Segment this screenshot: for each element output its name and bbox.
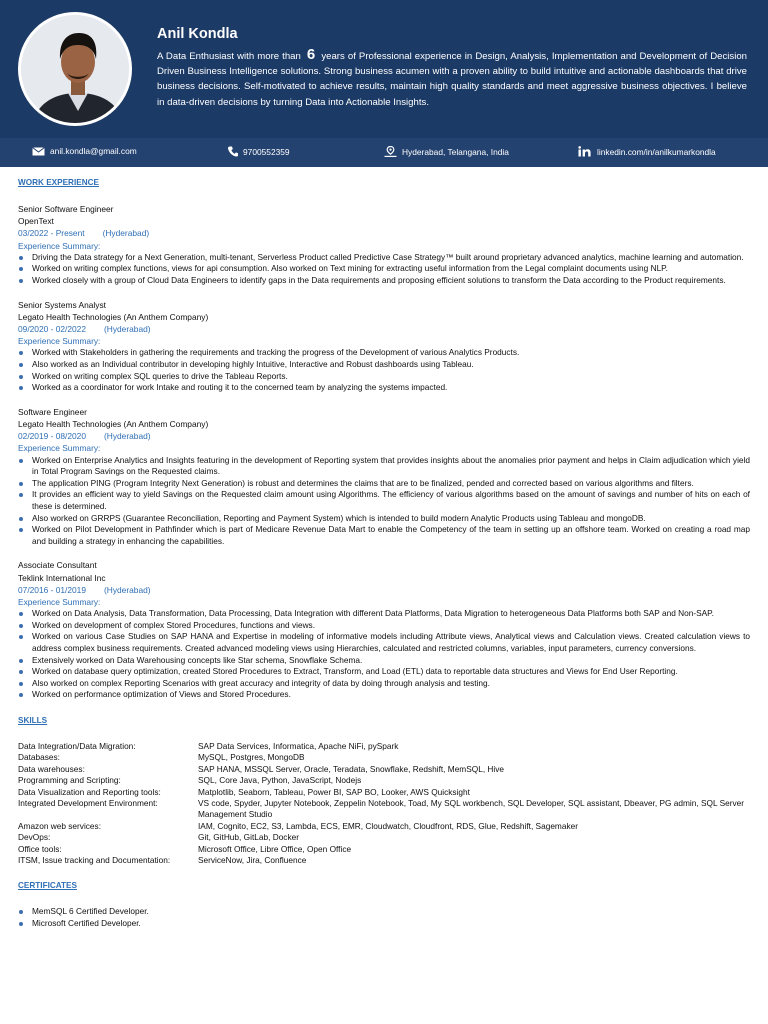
list-item: The application PING (Program Integrity Next Generation) is robust and determines the claims that are to be finalized, pended and corrected based on various algorithms and filters. (18, 478, 750, 490)
list-item: MemSQL 6 Certified Developer. (18, 906, 750, 918)
linkedin-text: linkedin.com/in/anilkumarkondla (597, 146, 716, 157)
job-entry-teklink (18, 559, 750, 701)
job-bullets (18, 608, 750, 701)
job-company: OpenText (18, 216, 54, 227)
job-dates (18, 227, 750, 239)
job-entry-opentext (18, 203, 750, 287)
list-item: Worked on Enterprise Analytics and Insights featuring in the development of Reporting system that provides insights about the anomalies prior payment and helps in Claim adjudication which yield in Total Program Savings on the Requested claims. (18, 455, 750, 478)
skills-table (18, 741, 750, 866)
list-item: Also worked on GRRPS (Guarantee Reconciliation, Reporting and Payment System) which is intended to build modern Analytic Products using Tableau and mongoDB. (18, 513, 750, 525)
job-title: Software Engineer (18, 406, 87, 417)
skill-values: MySQL, Postgres, MongoDB (198, 752, 305, 763)
email-text: anil.kondla@gmail.com (50, 146, 137, 156)
skill-values: Git, GitHub, GitLab, Docker (198, 832, 299, 843)
certificates-heading: CERTIFICATES (18, 881, 77, 891)
skill-category: Data Visualization and Reporting tools: (18, 786, 161, 797)
skill-values: SAP HANA, MSSQL Server, Oracle, Teradata, Snowflake, Redshift, MemSQL, Hive (198, 763, 505, 774)
location-text: Hyderabad, Telangana, India (402, 146, 509, 157)
list-item: Worked on development of complex Stored Procedures, functions and views. (18, 620, 750, 632)
list-item: Worked on writing complex functions, views for api consumption. Also worked on Text mining for extracting useful information from the Legal complaint documents using NLP. (18, 263, 750, 275)
linkedin-icon (578, 146, 592, 157)
job-date-range: 09/2020 - 02/2022 (18, 324, 86, 334)
job-company: Legato Health Technologies (An Anthem Company) (18, 311, 209, 322)
job-bullets (18, 347, 750, 393)
contact-email[interactable] (32, 146, 137, 156)
list-item: Worked on performance optimization of Views and Stored Procedures. (18, 689, 750, 701)
table-row (18, 787, 750, 798)
profile-photo-illustration (21, 15, 132, 126)
phone-text: 9700552359 (243, 146, 290, 157)
job-bullets (18, 252, 750, 287)
list-item: Worked on Pilot Development in Pathfinder which is part of Medicare Revenue Data Mart to enable the Competency of the team in setting up an offshore team. Worked on creating a road map and building a strategy in enhancing the capabilities. (18, 524, 750, 547)
list-item: Worked on various Case Studies on SAP HANA and Expertise in modeling of informative models including Attribute views, Analytical views and Calculation views. Created calculation views to address complex business requirements. Created advanced modeling views using Hierarchies, calculated and restricted columns, variables, input parameters, currency conversions. (18, 631, 750, 654)
location-icon (384, 146, 397, 157)
job-dates (18, 430, 750, 442)
skill-values: SAP Data Services, Informatica, Apache NiFi, pySpark (198, 740, 399, 751)
list-item: Driving the Data strategy for a Next Generation, multi-tenant, Serverless Product called Predictive Case Strategy™ built around proprietary advanced analytics, machine learning and automation. (18, 252, 750, 264)
skill-category: ITSM, Issue tracking and Documentation: (18, 854, 171, 865)
job-date-range: 02/2019 - 08/2020 (18, 431, 86, 442)
mail-icon (32, 147, 45, 156)
job-location: (Hyderabad) (104, 431, 151, 442)
summary-body: years of Professional experience in Design, Analysis, Implementation and Development of Decision Driven Business Intelligence solutions. Strong business acumen with a proven ability to build intuitive and actionable dashboards that drive business decisions. Self-motivated to achieve results, maintain high quality standards and meet aggressive business objectives. I believe in data-driven decisions by turning Data into Actionable Insights. (157, 51, 747, 108)
job-location: (Hyderabad) (102, 228, 150, 239)
certificates-list (18, 906, 750, 929)
list-item: Also worked on complex Reporting Scenarios with great accuracy and integrity of data by doing through analysis and testing. (18, 678, 750, 690)
list-item: It provides an efficient way to yield Savings on the Requested claim amount using Algorithms. The efficiency of various algorithms based on the amount of savings and number of hits on each of these is determined. (18, 489, 750, 512)
job-location: (Hyderabad) (104, 324, 151, 334)
job-date-range: 07/2016 - 01/2019 (18, 584, 86, 595)
contact-phone[interactable] (228, 146, 290, 157)
skill-values: SQL, Core Java, Python, JavaScript, Nodejs (198, 775, 362, 786)
contact-linkedin[interactable] (578, 146, 716, 157)
profile-photo (18, 12, 132, 126)
list-item: Worked with Stakeholders in gathering the requirements and tracking the progress of the Development of various Analytics Products. (18, 347, 750, 359)
phone-icon (228, 146, 238, 157)
experience-summary-label: Experience Summary: (18, 596, 101, 607)
table-row (18, 821, 750, 832)
skills-heading: SKILLS (18, 715, 48, 725)
skill-values: VS code, Spyder, Jupyter Notebook, Zeppelin Notebook, Toad, My SQL workbench, SQL Developer, SQL assistant, Dbeaver, PG admin, SQL Server Management Studio (198, 797, 745, 820)
job-company: Teklink International Inc (18, 572, 106, 583)
years-of-experience: 6 (306, 46, 316, 63)
list-item: Worked closely with a group of Cloud Data Engineers to identify gaps in the Data requirements and proposing efficient solutions to transform the Data according to the Product requirements. (18, 275, 750, 287)
candidate-name: Anil Kondla (157, 26, 238, 42)
list-item: Worked on database query optimization, created Stored Procedures to Extract, Transform, and Load (ETL) data to reportable data structures and Views for End User Reporting. (18, 666, 750, 678)
job-dates (18, 584, 750, 596)
list-item: Also worked as an Individual contributor in developing highly Intuitive, Interactive and Robust dashboards using Tableau. (18, 359, 750, 371)
experience-summary-label: Experience Summary: (18, 336, 101, 347)
job-entry-legato-engineer (18, 406, 750, 548)
table-row (18, 855, 750, 866)
skill-values: IAM, Cognito, EC2, S3, Lambda, ECS, EMR, Cloudwatch, Cloudfront, RDS, Glue, Redshift, Sagemaker (198, 820, 578, 831)
profile-summary (157, 47, 747, 110)
contact-bar (0, 138, 768, 167)
skill-values: Microsoft Office, Libre Office, Open Office (198, 843, 352, 854)
table-row (18, 752, 750, 763)
skill-category: DevOps: (18, 832, 51, 843)
list-item: Worked on Data Analysis, Data Transformation, Data Processing, Data Integration with different Data Platforms, Data Migration to heterogeneous Data Platforms both SAP and Non-SAP. (18, 608, 750, 620)
list-item: Microsoft Certified Developer. (18, 918, 750, 930)
table-row (18, 775, 750, 786)
summary-intro: A Data Enthusiast with more than (157, 51, 301, 62)
list-item: Extensively worked on Data Warehousing concepts like Star schema, Snowflake Schema. (18, 655, 750, 667)
job-entry-legato-senior (18, 299, 750, 394)
experience-summary-label: Experience Summary: (18, 443, 101, 454)
skill-category: Integrated Development Environment: (18, 797, 158, 808)
contact-location (384, 146, 509, 157)
table-row (18, 741, 750, 752)
work-experience-heading: WORK EXPERIENCE (18, 178, 99, 187)
job-title: Senior Software Engineer (18, 204, 114, 214)
skill-category: Data warehouses: (18, 763, 85, 774)
table-row (18, 764, 750, 775)
experience-summary-label: Experience Summary: (18, 240, 101, 251)
job-title: Associate Consultant (18, 560, 97, 571)
job-dates (18, 323, 750, 335)
table-row (18, 798, 750, 821)
skill-values: ServiceNow, Jira, Confluence (198, 854, 307, 865)
job-location: (Hyderabad) (104, 584, 151, 595)
skill-values: Matplotlib, Seaborn, Tableau, Power BI, SAP BO, Looker, AWS Quicksight (198, 786, 470, 797)
skill-category: Databases: (18, 752, 60, 763)
list-item: Worked on writing complex SQL queries to drive the Tableau Reports. (18, 371, 750, 383)
job-company: Legato Health Technologies (An Anthem Company) (18, 418, 209, 429)
job-title: Senior Systems Analyst (18, 299, 106, 310)
resume-content (18, 177, 750, 930)
skill-category: Office tools: (18, 843, 62, 854)
header-banner (0, 0, 768, 138)
job-bullets (18, 455, 750, 548)
skill-category: Programming and Scripting: (18, 775, 121, 786)
skill-category: Amazon web services: (18, 820, 102, 831)
table-row (18, 844, 750, 855)
table-row (18, 832, 750, 843)
list-item: Worked as a coordinator for work Intake and routing it to the concerned team by analyzing the systems impacted. (18, 382, 750, 394)
skill-category: Data Integration/Data Migration: (18, 740, 136, 751)
job-date-range: 03/2022 - Present (18, 228, 85, 239)
